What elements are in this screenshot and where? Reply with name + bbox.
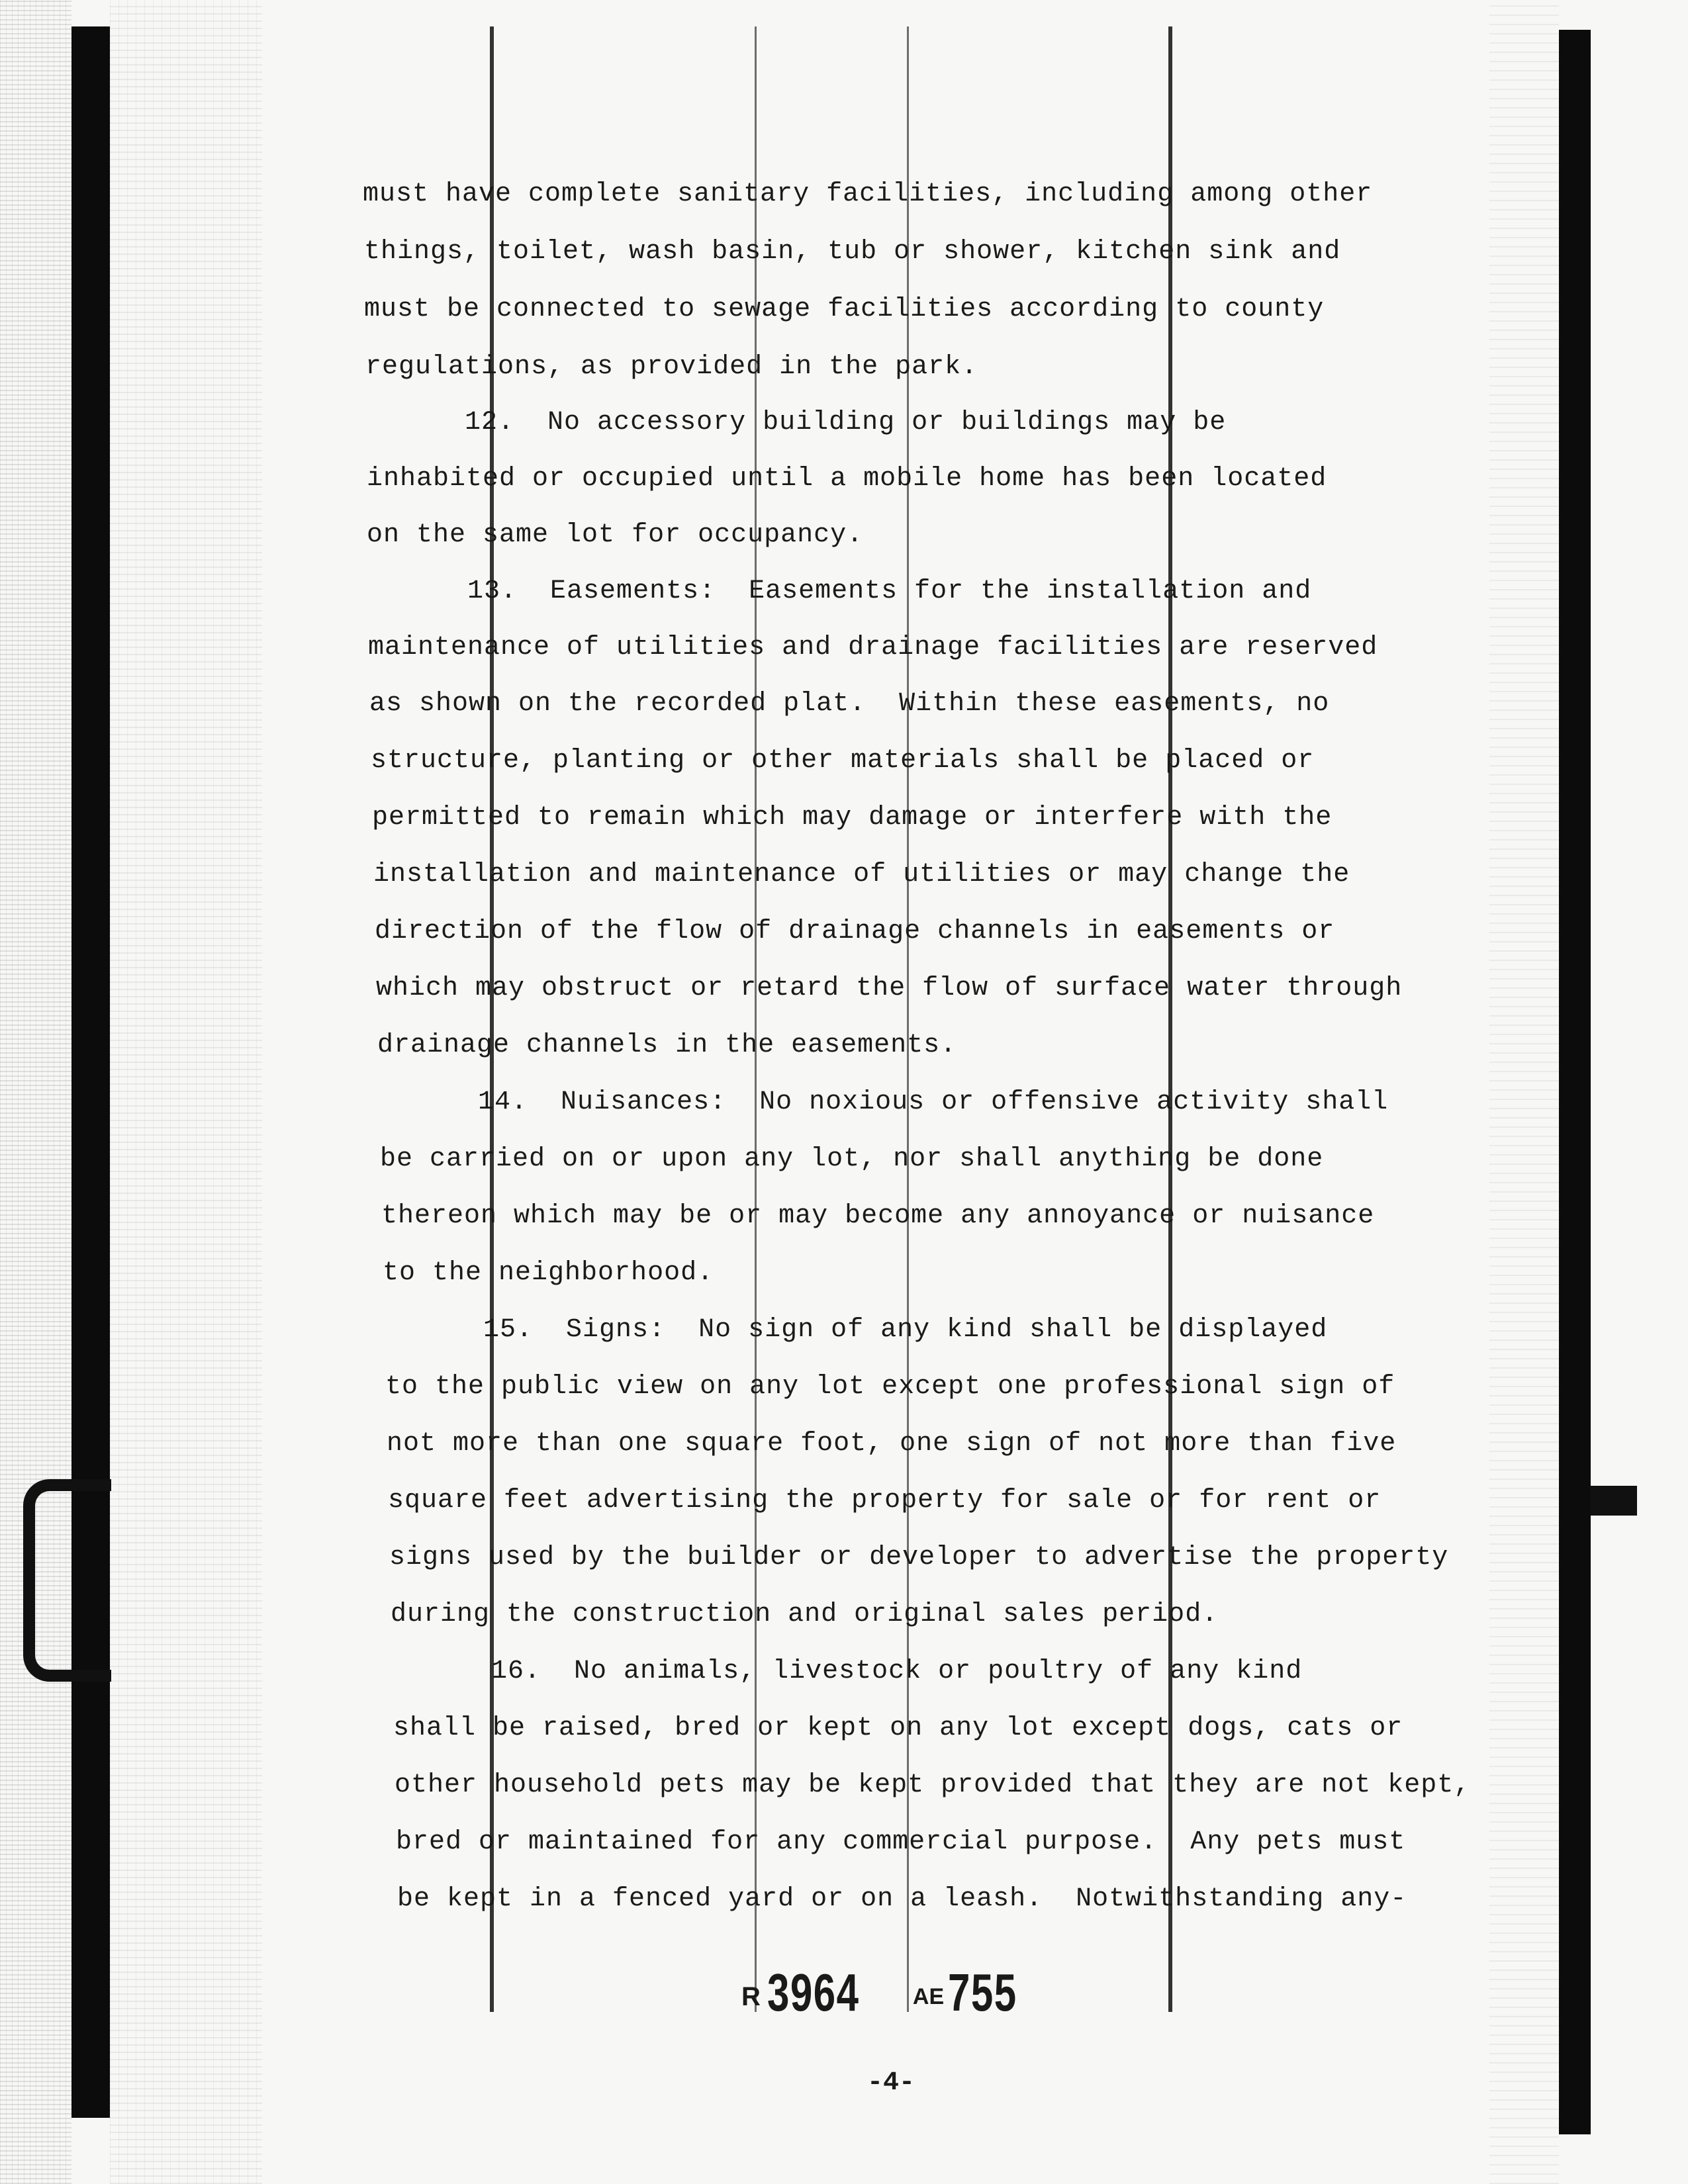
text-line: installation and maintenance of utilities or may change the (373, 860, 1350, 889)
text-line: 12. No accessory building or buildings may be (365, 408, 1227, 437)
text-line: which may obstruct or retard the flow of surface water through (376, 974, 1403, 1003)
text-line: to the public view on any lot except one professional sign of (385, 1372, 1395, 1402)
text-line: things, toilet, wash basin, tub or shower, kitchen sink and (364, 237, 1341, 267)
text-line: drainage channels in the easements. (377, 1030, 957, 1060)
text-line: during the construction and original sales period. (391, 1600, 1219, 1629)
text-line: square feet advertising the property for sale or for rent or (388, 1486, 1382, 1516)
book-prefix: R (741, 1982, 761, 2011)
binder-clip-mark (23, 1479, 111, 1682)
text-line: permitted to remain which may damage or interfere with the (372, 803, 1333, 833)
text-line: 15. Signs: No sign of any kind shall be displayed (384, 1315, 1328, 1345)
text-line: not more than one square foot, one sign of not more than five (387, 1429, 1397, 1459)
text-line: must be connected to sewage facilities according to county (364, 295, 1325, 324)
text-line: as shown on the recorded plat. Within these easements, no (369, 689, 1330, 719)
text-line: must have complete sanitary facilities, including among other (363, 179, 1373, 209)
page-number: -4- (867, 2068, 915, 2098)
text-line: shall be raised, bred or kept on any lot except dogs, cats or (393, 1713, 1403, 1743)
text-line: bred or maintained for any commercial purpose. Any pets must (396, 1827, 1406, 1857)
text-line: be kept in a fenced yard or on a leash. Notwithstanding any- (397, 1884, 1407, 1914)
scan-edge-bar-left (71, 26, 110, 2118)
recorded-page-number: 755 (948, 1963, 1017, 2022)
binder-tab-mark (1591, 1486, 1637, 1516)
text-line: maintenance of utilities and drainage facilities are reserved (368, 633, 1378, 662)
scan-edge-bar-right (1559, 30, 1591, 2134)
text-line: signs used by the builder or developer to advertise the property (389, 1543, 1449, 1572)
text-line: structure, planting or other materials shall be placed or (371, 746, 1315, 776)
text-line: inhabited or occupied until a mobile home has been located (367, 464, 1327, 494)
text-line: thereon which may be or may become any annoyance or nuisance (381, 1201, 1375, 1231)
text-line: 16. No animals, livestock or poultry of any kind (392, 1657, 1303, 1686)
text-line: direction of the flow of drainage channels in easements or (375, 917, 1335, 946)
scan-noise-margin (110, 0, 262, 2184)
text-line: be carried on or upon any lot, nor shall anything be done (380, 1144, 1324, 1174)
text-line: on the same lot for occupancy. (367, 520, 864, 550)
text-line: regulations, as provided in the park. (365, 352, 978, 382)
text-line: 14. Nuisances: No noxious or offensive activity shall (379, 1087, 1389, 1117)
text-line: 13. Easements: Easements for the installation and (368, 576, 1312, 606)
scan-noise-right (1489, 0, 1559, 2184)
recording-stamp (741, 1962, 1041, 2022)
page-prefix: AE (912, 1984, 945, 2009)
text-line: to the neighborhood. (383, 1258, 714, 1288)
book-number: 3964 (767, 1963, 860, 2022)
scan-noise-left (0, 0, 71, 2184)
text-line: other household pets may be kept provided that they are not kept, (395, 1770, 1471, 1800)
